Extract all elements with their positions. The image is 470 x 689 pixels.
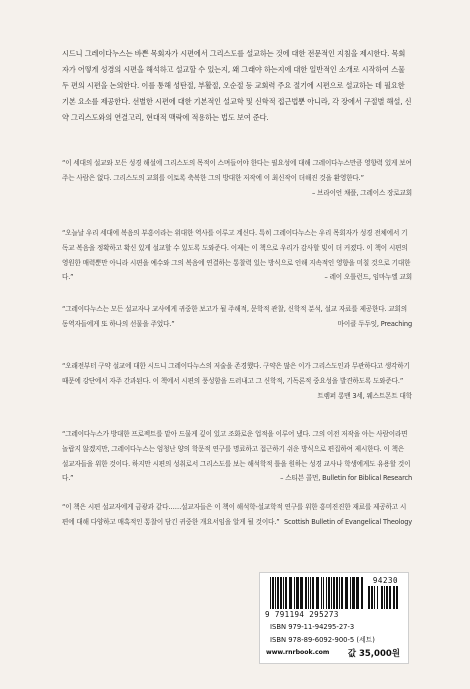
barcode-addon-bar — [381, 586, 383, 609]
endorsement-quote — [62, 156, 412, 200]
barcode-bar — [296, 577, 299, 609]
barcode-addon-bar — [374, 586, 375, 609]
barcode-bar — [316, 577, 319, 609]
barcode-bar — [300, 577, 303, 609]
barcode-bar — [294, 577, 295, 609]
barcode-bar — [336, 577, 338, 609]
quote-attribution: 마이클 두두잇, Preaching — [337, 319, 412, 328]
barcode-addon-bar — [393, 586, 395, 609]
quote-attribution: – 스티븐 콜먼, Bulletin for Biblical Research — [280, 474, 412, 483]
endorsement-quote — [62, 226, 412, 285]
quote-attribution: Scottish Bulletin of Evangelical Theology — [283, 517, 412, 526]
barcode-bar — [308, 577, 309, 609]
barcode-addon-bar — [377, 586, 378, 609]
barcode-addon-number: 94230 — [372, 576, 398, 585]
barcode-bar — [341, 577, 343, 609]
barcode-bar — [283, 577, 284, 609]
barcode-bar — [339, 577, 340, 609]
barcode-bar — [275, 577, 276, 609]
endorsement-quote — [62, 500, 412, 530]
barcode-bar — [326, 577, 327, 609]
barcode-bar — [272, 577, 274, 609]
quote-text: “오늘날 우리 세대에 복음의 부흥이라는 위대한 역사를 이루고 계신다. 특히 그레이다누스는 우리 목회자가 성경 전체에서 기독교 복음을 정확하고 확신 있게 설교할 수 있도록 도와준다. 이제는 이 책으로 우리가 감사할 빚이 더 커졌다. 이 책이 시편의 영원한 매력뿐만 아니라 시편을 예수와 그의 복음에 연결하는 통찰력 있는 방식으로 인해 지속적인 영향을 미칠 것으로 기대한다.” — [62, 229, 411, 282]
barcode-bar — [323, 577, 324, 609]
isbn-line: ISBN 979-11-94295-27-3 — [270, 623, 355, 631]
barcode-bar — [280, 577, 282, 609]
barcode-bar — [331, 577, 332, 609]
barcode-bar — [312, 577, 314, 609]
barcode-main-number: 9 791194 295273 — [265, 610, 339, 619]
barcode-bar — [361, 577, 363, 609]
barcode-panel — [259, 572, 409, 664]
barcode-bar — [333, 577, 335, 609]
barcode-bar — [305, 577, 307, 609]
barcode-bar — [277, 577, 279, 609]
barcode-bar — [289, 577, 292, 609]
intro-paragraph: 시드니 그레이다누스는 바쁜 목회자가 시편에서 그리스도를 설교하는 것에 대한 전문적인 지침을 제시한다. 목회자가 어떻게 성경의 시편을 해석하고 설교할 수 있는지, 왜 그래야 하는지에 대한 일반적인 소개로 시작하여 스물 두 편의 시편을 논의한다. 이를 통해 성탄절, 부활절, 오순절 등 교회력 주요 절기에 시편으로 설교하는 데 필요한 기본 요소를 제공한다. 선별한 시편에 대한 기본적인 설교학 및 신학적 접근법뿐 아니라, 각 장에서 구절별 해설, 신약 그리스도와의 연결고리, 현대적 맥락에 적용하는 법도 보여 준다. — [62, 49, 412, 122]
barcode-bar — [285, 577, 287, 609]
quote-attribution: 트렘퍼 롱맨 3세, 웨스트몬트 대학 — [317, 391, 412, 400]
price-label: 값 35,000원 — [347, 649, 400, 659]
publisher-website: www.rnrbook.com — [266, 649, 330, 656]
barcode-bar — [321, 577, 322, 609]
barcode-addon-bar — [371, 586, 373, 609]
barcode-addon-bar — [384, 586, 385, 609]
barcode-bar — [270, 577, 271, 609]
quote-text: “오래전부터 구약 설교에 대한 시드니 그레이다누스의 저술을 존경했다. 구약은 많은 이가 그리스도인과 무관하다고 생각하기 때문에 강단에서 자주 간과된다. 이 책에서 시편의 풍성함을 드러내고 그 신학적, 기독론적 중요성을 발견하도록 도와준다.” — [62, 362, 410, 385]
quote-text: “이 세대의 설교와 모든 성경 해설에 그리스도의 목적이 스며들어야 한다는 필요성에 대해 그레이다누스만큼 영향력 있게 보여 주는 사람은 없다. 그리스도의 교회를 이토록 축복한 그의 방대한 저작에 이 최신작이 더해진 것을 환영한다.” — [62, 159, 412, 182]
barcode-addon-bar — [386, 586, 388, 609]
barcode-addon-bar — [396, 586, 398, 609]
barcode-addon-bar — [368, 586, 370, 609]
barcode-bar — [310, 577, 311, 609]
endorsement-quote — [62, 302, 412, 332]
barcode-bar — [345, 577, 348, 609]
endorsement-quote — [62, 427, 412, 486]
barcode-bar — [328, 577, 330, 609]
quote-attribution: – 브라이언 채플, 그레이스 장로교회 — [312, 188, 412, 197]
barcode-bar — [352, 577, 355, 609]
quote-text: “그레이다누스는 모든 설교자나 교사에게 귀중한 보고가 될 주해적, 문학적 관찰, 신학적 분석, 설교 자료를 제공한다. 교회의 동역자들에게 또 하나의 선물을 주었다.” — [62, 305, 407, 328]
quote-text: “그레이다누스가 방대한 프로젝트를 맡아 드물게 깊이 있고 조화로운 업적을 이루어 냈다. 그의 이전 저작을 아는 사람이라면 놀랍지 않겠지만, 그레이다누스는 엄청난 양의 학문적 연구를 명료하고 접근하기 쉬운 방식으로 편집하여 제시한다. 이 책은 설교자들을 위한 것이다. 하지만 시편의 성취로서 그리스도를 보는 해석학적 틀을 원하는 성경 교사나 학생에게도 유용할 것이다.” — [62, 430, 411, 483]
barcode-addon-bar — [389, 586, 391, 609]
quote-attribution: – 레이 오틀런드, 임마누엘 교회 — [324, 273, 412, 282]
barcode-bar — [356, 577, 359, 609]
barcode-bar — [350, 577, 351, 609]
quote-text: “이 책은 시편 설교자에게 금광과 같다……설교자들은 이 책이 해석학-설교학적 연구를 위한 흥미진진한 재료를 제공하고 시편에 대해 다양하고 매혹적인 통찰이 담긴 귀중한 개요서임을 알게 될 것이다.” — [62, 503, 407, 526]
isbn-set-line: ISBN 978-89-6092-900-5 (세트) — [270, 636, 375, 644]
endorsement-quote — [62, 359, 412, 403]
